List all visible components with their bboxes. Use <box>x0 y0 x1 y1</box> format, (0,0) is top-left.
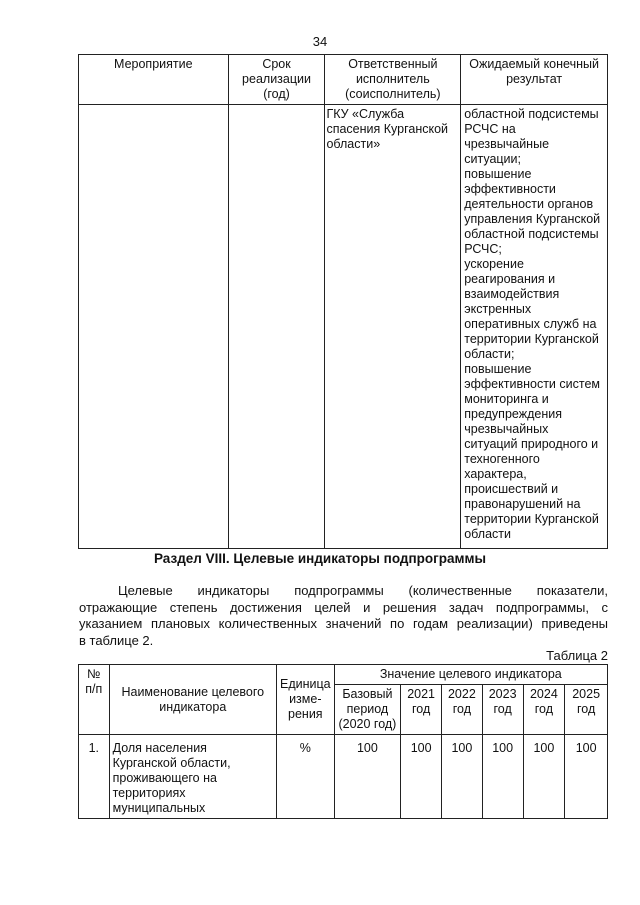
cell-value: 100 <box>565 735 608 819</box>
result-line: территории Курганской <box>464 512 599 526</box>
cell-value: 100 <box>523 735 565 819</box>
executor-line: спасения Курганской <box>326 122 449 136</box>
paragraph-line: указанием плановых количественных значений по годам реализации) приведены <box>79 616 608 631</box>
result-line: эффективности систем <box>464 377 600 391</box>
result-line: областной подсистемы <box>464 227 599 241</box>
result-line: чрезвычайные <box>464 137 550 151</box>
result-line: управления Курганской <box>464 212 601 226</box>
header-indicator-value: Значение целевого индикатора <box>334 665 607 685</box>
result-line: территории Курганской <box>464 332 599 346</box>
section-paragraph <box>79 583 608 649</box>
header-year: 2024 год <box>523 685 565 735</box>
indicators-header-row <box>79 665 608 685</box>
header-executor: Ответственный исполнитель (соисполнитель) <box>325 55 461 105</box>
header-unit: Единица изме-рения <box>276 665 334 735</box>
paragraph-line: отражающие степень достижения целей и решения задач подпрограммы, с <box>79 599 608 615</box>
cell-indicator-name <box>109 735 276 819</box>
section-title: Раздел VIII. Целевые индикаторы подпрограммы <box>153 551 486 566</box>
header-year: 2021 год <box>401 685 442 735</box>
header-event: Мероприятие <box>79 55 229 105</box>
header-num: № п/п <box>79 665 110 735</box>
result-line: правонарушений на <box>464 497 581 511</box>
page-number: 34 <box>312 34 328 49</box>
header-year: 2022 год <box>442 685 483 735</box>
indicator-name-line: Курганской области, <box>112 756 231 770</box>
result-line: предупреждения <box>464 407 562 421</box>
result-line: взаимодействия <box>464 287 560 301</box>
result-line: реагирования и <box>464 272 556 286</box>
result-line: оперативных служб на <box>464 317 597 331</box>
events-table <box>78 54 608 549</box>
result-line: ускорение <box>464 257 524 271</box>
result-line: экстренных <box>464 302 532 316</box>
executor-line: ГКУ «Служба <box>326 107 405 121</box>
executor-line: области» <box>326 137 381 151</box>
result-line: области; <box>464 347 515 361</box>
table-row <box>79 735 608 819</box>
paragraph-line: Целевые индикаторы подпрограммы (количественные показатели, <box>118 583 608 598</box>
cell-executor <box>325 105 461 549</box>
cell-num: 1. <box>79 735 110 819</box>
header-result: Ожидаемый конечный результат <box>461 55 608 105</box>
indicator-name-line: Доля населения <box>112 741 207 755</box>
header-term: Срок реализации (год) <box>228 55 325 105</box>
indicator-name-line: муниципальных <box>112 801 206 815</box>
result-line: мониторинга и <box>464 392 549 406</box>
cell-value: 100 <box>401 735 442 819</box>
result-line: областной подсистемы <box>464 107 599 121</box>
cell-result <box>461 105 608 549</box>
paragraph-line: в таблице 2. <box>79 632 154 648</box>
header-base-period: Базовый период (2020 год) <box>334 685 401 735</box>
indicator-name-line: проживающего на <box>112 771 217 785</box>
cell-value: 100 <box>442 735 483 819</box>
indicators-table <box>78 664 608 819</box>
header-indicator-name: Наименование целевого индикатора <box>109 665 276 735</box>
result-line: ситуации; <box>464 152 521 166</box>
header-year: 2023 год <box>482 685 523 735</box>
events-table-header-row <box>79 55 608 105</box>
result-line: РСЧС; <box>464 242 502 256</box>
table-row <box>79 105 608 549</box>
result-line: эффективности <box>464 182 556 196</box>
result-line: повышение <box>464 167 532 181</box>
cell-event <box>79 105 229 549</box>
cell-value: 100 <box>334 735 401 819</box>
cell-term <box>228 105 325 549</box>
result-line: чрезвычайных <box>464 422 549 436</box>
header-year: 2025 год <box>565 685 608 735</box>
result-line: повышение <box>464 362 532 376</box>
result-line: ситуаций природного и <box>464 437 599 451</box>
cell-unit: % <box>276 735 334 819</box>
result-line: характера, <box>464 467 527 481</box>
result-line: деятельности органов <box>464 197 594 211</box>
indicator-name-line: территориях <box>112 786 186 800</box>
cell-value: 100 <box>482 735 523 819</box>
table-label: Таблица 2 <box>546 648 608 663</box>
result-line: области <box>464 527 511 541</box>
result-line: РСЧС на <box>464 122 516 136</box>
result-line: происшествий и <box>464 482 559 496</box>
result-line: техногенного <box>464 452 540 466</box>
